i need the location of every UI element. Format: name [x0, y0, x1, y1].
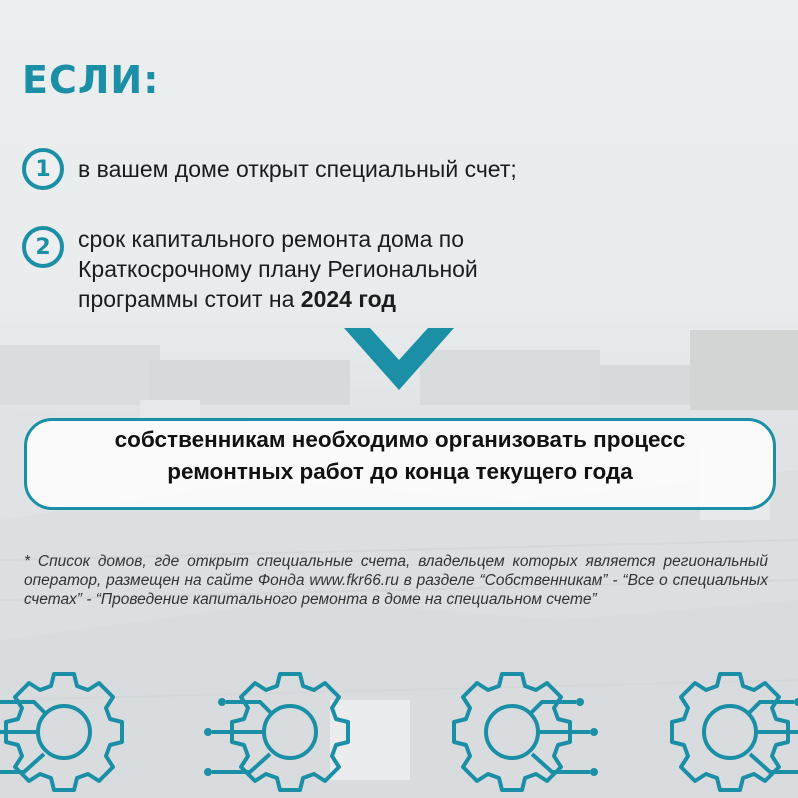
- page-title: ЕСЛИ:: [22, 58, 160, 102]
- condition-text-2-line2: Краткосрочному плану Региональной: [78, 256, 478, 282]
- gear-decoration-row: [0, 670, 798, 798]
- condition-text-1: в вашем доме открыт специальный счет;: [78, 156, 517, 182]
- condition-text-2-line3: [78, 284, 478, 314]
- number-badge-1: 1: [22, 148, 64, 190]
- condition-item-2: [22, 224, 478, 314]
- arrow-down-icon: [344, 328, 454, 390]
- conclusion-text: [24, 424, 776, 488]
- condition-text-2: [78, 224, 478, 314]
- year-highlight: 2024 год: [300, 286, 396, 312]
- gear-circuit-icon: [454, 674, 598, 790]
- gear-circuit-icon: [204, 674, 348, 790]
- conclusion-line2: ремонтных работ до конца текущего года: [167, 459, 633, 484]
- number-badge-2: 2: [22, 226, 64, 268]
- gear-circuit-icon: [0, 674, 122, 790]
- conclusion-line1: собственникам необходимо организовать процесс: [114, 427, 686, 452]
- condition-text-2-line1: срок капитального ремонта дома по: [78, 226, 465, 252]
- condition-text-2-line3-plain: программы стоит на: [78, 286, 301, 312]
- condition-item-1: [22, 148, 517, 190]
- gear-circuit-icon: [672, 674, 798, 790]
- footnote: * Список домов, где открыт специальные счета, владельцем которых является региональный оператор, размещен на сайте Фонда www.fkr66.ru в разделе “Собственникам” - “Все о специальных счетах” - “Проведение капитального ремонта в доме на специальном счете”: [24, 553, 768, 608]
